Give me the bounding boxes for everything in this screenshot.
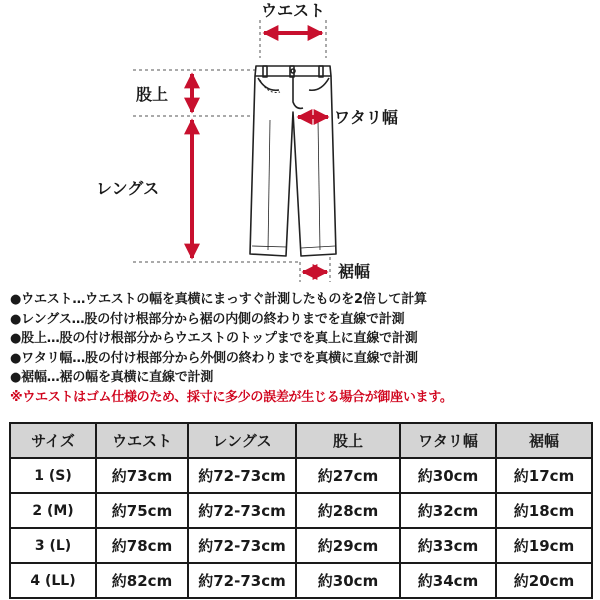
- cell-size: 1 (S): [10, 458, 96, 493]
- header-waist: ウエスト: [96, 423, 188, 458]
- pants-illustration: [250, 66, 336, 256]
- cell-rise: 約28cm: [296, 493, 400, 528]
- pants-measurement-diagram: [0, 0, 600, 290]
- cell-length: 約72-73cm: [188, 493, 296, 528]
- cell-hem: 約18cm: [496, 493, 592, 528]
- cell-waist: 約73cm: [96, 458, 188, 493]
- waist-label: ウエスト: [260, 1, 326, 20]
- measurement-notes: [10, 290, 595, 407]
- note-waist: ●ウエスト…ウエストの幅を真横にまっすぐ計測したものを2倍して計算: [10, 292, 427, 307]
- cell-hem: 約17cm: [496, 458, 592, 493]
- note-thigh: ●ワタリ幅…股の付け根部分から外側の終わりまでを真横に直線で計測: [10, 350, 418, 366]
- table-header-row: [10, 423, 592, 458]
- cell-rise: 約27cm: [296, 458, 400, 493]
- cell-thigh: 約30cm: [400, 458, 496, 493]
- cell-waist: 約78cm: [96, 528, 188, 563]
- cell-rise: 約29cm: [296, 528, 400, 563]
- cell-length: 約72-73cm: [188, 528, 296, 563]
- table-row: [10, 458, 592, 493]
- cell-length: 約72-73cm: [188, 563, 296, 598]
- header-thigh: ワタリ幅: [400, 423, 496, 458]
- cell-size: 4 (LL): [10, 563, 96, 598]
- table-row: [10, 563, 592, 598]
- header-length: レングス: [188, 423, 296, 458]
- cell-size: 2 (M): [10, 493, 96, 528]
- size-table: [9, 422, 593, 599]
- note-length: ●レングス…股の付け根部分から裾の内側の終わりまでを直線で計測: [10, 311, 405, 327]
- note-hem: ●裾幅…裾の幅を真横に直線で計測: [10, 370, 214, 385]
- rise-label: 股上: [136, 85, 169, 104]
- hem-label: 裾幅: [338, 262, 371, 281]
- header-size: サイズ: [10, 423, 96, 458]
- cell-hem: 約19cm: [496, 528, 592, 563]
- cell-hem: 約20cm: [496, 563, 592, 598]
- header-hem: 裾幅: [496, 423, 592, 458]
- cell-thigh: 約33cm: [400, 528, 496, 563]
- table-row: [10, 493, 592, 528]
- table-row: [10, 528, 592, 563]
- cell-waist: 約82cm: [96, 563, 188, 598]
- cell-length: 約72-73cm: [188, 458, 296, 493]
- cell-rise: 約30cm: [296, 563, 400, 598]
- header-rise: 股上: [296, 423, 400, 458]
- cell-thigh: 約34cm: [400, 563, 496, 598]
- cell-size: 3 (L): [10, 528, 96, 563]
- note-rise: ●股上…股の付け根部分からウエストのトップまでを真上に直線で計測: [10, 331, 418, 346]
- thigh-label: ワタリ幅: [334, 108, 398, 127]
- caution-note: ※ウエストはゴム仕様のため、採寸に多少の誤差が生じる場合が御座います。: [10, 389, 453, 405]
- length-label: レングス: [96, 179, 160, 198]
- cell-waist: 約75cm: [96, 493, 188, 528]
- cell-thigh: 約32cm: [400, 493, 496, 528]
